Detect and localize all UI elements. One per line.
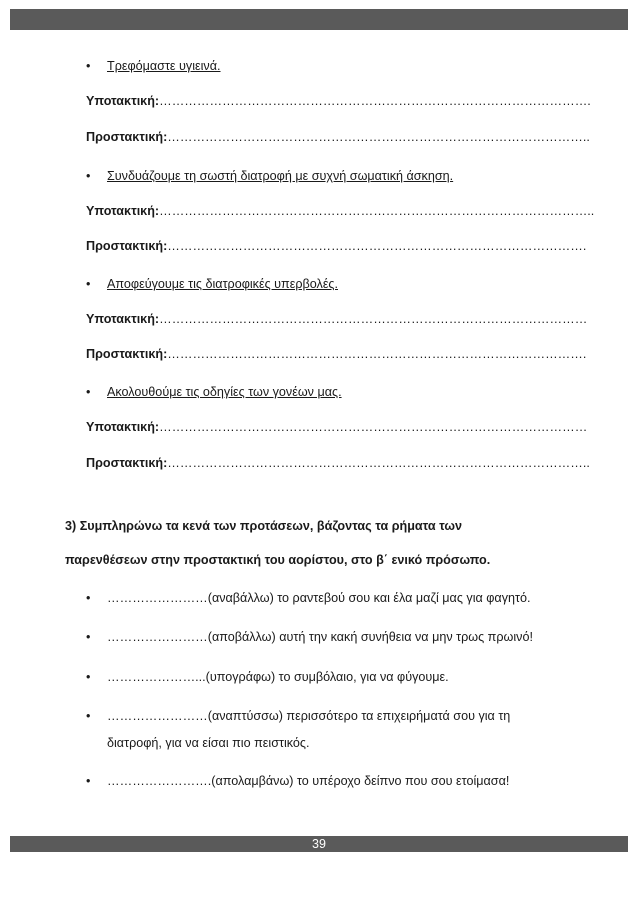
imperative-line-1 <box>86 130 590 144</box>
subjunctive-line-3 <box>86 312 587 326</box>
imperative-label: Προστακτική: <box>86 239 168 253</box>
imperative-line-2 <box>86 239 586 253</box>
sentence-text: Τρεφόμαστε υγιεινά. <box>107 59 221 73</box>
exercise-item-3 <box>86 670 449 684</box>
subjunctive-line-4 <box>86 420 587 434</box>
sentence-text: Ακολουθούμε τις οδηγίες των γονέων μας. <box>107 385 342 399</box>
exercise-item-1 <box>86 591 531 605</box>
bullet-icon: • <box>86 591 91 605</box>
bullet-icon: • <box>86 630 91 644</box>
page-number: 39 <box>312 837 326 851</box>
exercise-3-heading-line-1: 3) Συμπληρώνω τα κενά των προτάσεων, βάζοντας τα ρήματα των <box>65 519 463 533</box>
fill-blank: ……………………. <box>107 774 212 788</box>
exercise-item-4-continuation: διατροφή, για να είσαι πιο πειστικός. <box>107 736 310 750</box>
answer-blank: ……………………………………………………………………………………….. <box>167 456 590 470</box>
subjunctive-label: Υποτακτική: <box>86 420 160 434</box>
imperative-label: Προστακτική: <box>86 130 168 144</box>
item-text: (αναβάλλω) το ραντεβού σου και έλα μαζί μας για φαγητό. <box>207 591 531 605</box>
answer-blank: ………………………………………………………………………………………….. <box>159 204 595 218</box>
bullet-icon: • <box>86 169 91 183</box>
imperative-label: Προστακτική: <box>86 456 168 470</box>
bullet-icon: • <box>86 670 91 684</box>
item-text: (αναπτύσσω) περισσότερο τα επιχειρήματά σου για τη <box>207 709 511 723</box>
imperative-label: Προστακτική: <box>86 347 168 361</box>
item-text: (αποβάλλω) αυτή την κακή συνήθεια να μην τρως πρωινό! <box>207 630 533 644</box>
fill-blank: …………………… <box>107 630 208 644</box>
item-text: (απολαμβάνω) το υπέροχο δείπνο που σου ετοίμασα! <box>211 774 510 788</box>
sentence-3 <box>86 277 338 291</box>
subjunctive-line-1 <box>86 94 591 108</box>
fill-blank: …………………… <box>107 591 208 605</box>
sentence-1 <box>86 59 221 73</box>
answer-blank: ………………………………………………………………………………………. <box>167 347 587 361</box>
subjunctive-label: Υποτακτική: <box>86 94 160 108</box>
item-text: (υπογράφω) το συμβόλαιο, για να φύγουμε. <box>205 670 449 684</box>
header-bar <box>10 9 628 30</box>
bullet-icon: • <box>86 709 91 723</box>
answer-blank: ………………………………………………………………………………………. <box>167 239 587 253</box>
fill-blank: …………………… <box>107 709 208 723</box>
imperative-line-3 <box>86 347 586 361</box>
exercise-item-5 <box>86 774 509 788</box>
sentence-4 <box>86 385 342 399</box>
exercise-item-4 <box>86 709 510 723</box>
bullet-icon: • <box>86 385 91 399</box>
answer-blank: …………………………………………………………………………………………. <box>159 94 591 108</box>
sentence-text: Συνδυάζουμε τη σωστή διατροφή με συχνή σωματική άσκηση. <box>107 169 454 183</box>
answer-blank: ……………………………………………………………………………………….. <box>167 130 590 144</box>
imperative-line-4 <box>86 456 590 470</box>
subjunctive-label: Υποτακτική: <box>86 204 160 218</box>
footer-bar <box>10 836 628 852</box>
answer-blank: ………………………………………………………………………………………… <box>159 312 588 326</box>
subjunctive-label: Υποτακτική: <box>86 312 160 326</box>
fill-blank: …………………... <box>107 670 206 684</box>
bullet-icon: • <box>86 59 91 73</box>
exercise-item-2 <box>86 630 533 644</box>
sentence-text: Αποφεύγουμε τις διατροφικές υπερβολές. <box>107 277 338 291</box>
bullet-icon: • <box>86 774 91 788</box>
subjunctive-line-2 <box>86 204 594 218</box>
answer-blank: ………………………………………………………………………………………… <box>159 420 588 434</box>
sentence-2 <box>86 169 453 183</box>
bullet-icon: • <box>86 277 91 291</box>
exercise-3-heading-line-2: παρενθέσεων στην προστακτική του αορίστου, στο β΄ ενικό πρόσωπο. <box>65 553 491 567</box>
